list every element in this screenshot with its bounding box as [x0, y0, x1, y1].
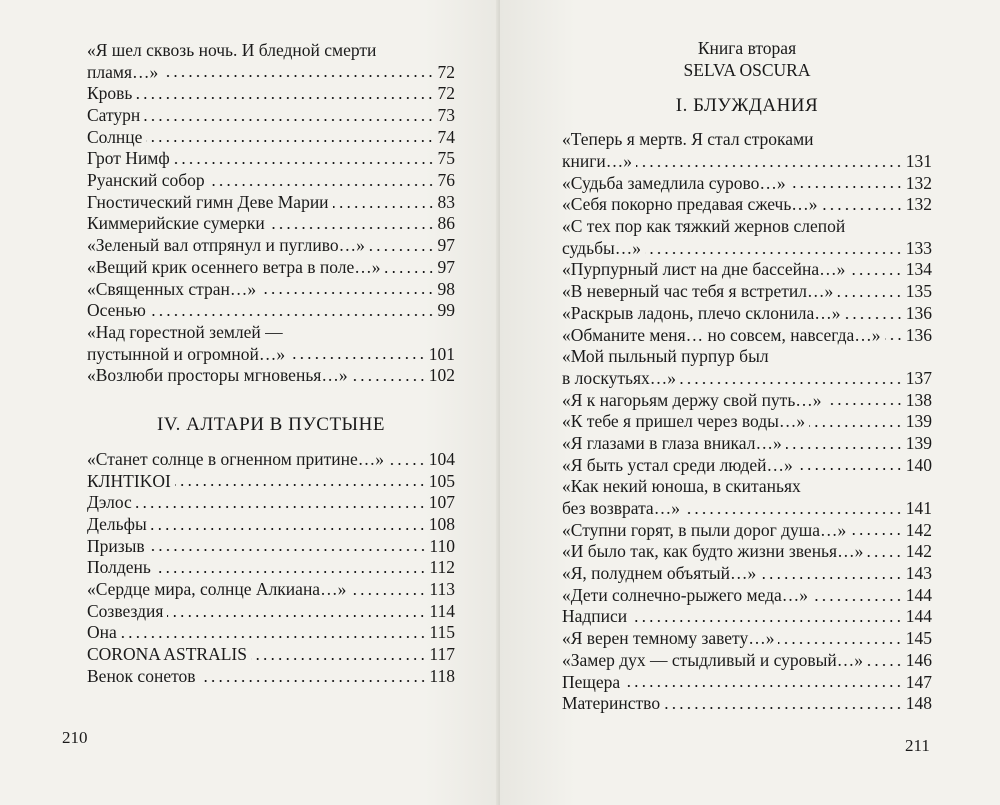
dot-leader	[136, 504, 426, 510]
toc-entry-title: «Теперь я мертв. Я стал строками	[562, 129, 814, 150]
toc-page-number: 132	[905, 194, 932, 215]
toc-entry-line	[562, 281, 932, 303]
toc-page-number: 145	[905, 628, 932, 649]
right-page	[500, 0, 1000, 805]
dot-leader	[146, 138, 434, 144]
toc-entry	[562, 628, 932, 650]
toc-entry-line	[87, 623, 455, 645]
right-toc	[562, 40, 932, 715]
book-title: SELVA OSCURA	[683, 59, 811, 80]
toc-page-number: 133	[905, 237, 932, 258]
toc-page-number: 74	[437, 126, 455, 147]
toc-entry-title: «Мой пыльный пурпур был	[562, 346, 769, 367]
toc-page-number: 101	[428, 343, 455, 364]
toc-entry-title: Полдень	[87, 557, 151, 578]
toc-entry-line	[87, 322, 455, 344]
toc-entry-line	[562, 541, 932, 563]
dot-leader	[200, 678, 427, 684]
toc-entry-line	[87, 279, 455, 301]
toc-entry	[87, 83, 455, 105]
toc-entry-title: «Вещий крик осеннего ветра в поле…»	[87, 256, 381, 277]
toc-entry-title: «Себя покорно предавая сжечь…»	[562, 194, 818, 215]
dot-leader	[645, 250, 903, 256]
toc-page-number: 113	[429, 579, 455, 600]
toc-entry	[87, 449, 455, 471]
toc-entry-line	[562, 607, 932, 629]
toc-entry-title: «Как некий юноша, в скитаньях	[562, 476, 801, 497]
toc-page-number: 135	[905, 281, 932, 302]
toc-page-number: 102	[428, 365, 455, 386]
toc-entry-title: «Священных стран…»	[87, 278, 257, 299]
dot-leader	[631, 618, 903, 624]
toc-entry-line	[87, 449, 455, 471]
toc-entry-title: Надписи	[562, 606, 628, 627]
toc-entry	[87, 492, 455, 514]
toc-entry-title: «Я, полуднем объятый…»	[562, 563, 757, 584]
toc-entry-line	[87, 579, 455, 601]
dot-leader	[385, 269, 435, 275]
toc-entry-title: «Станет солнце в огненном притине…»	[87, 448, 385, 469]
toc-entry-title: в лоскутьях…»	[562, 367, 677, 388]
toc-entry	[562, 173, 932, 195]
toc-entry-title: «Обманите меня… но совсем, навсегда…»	[562, 324, 881, 345]
toc-entry-title: судьбы…»	[562, 237, 641, 258]
toc-entry	[562, 216, 932, 259]
dot-leader	[175, 482, 426, 488]
dot-leader	[885, 336, 903, 342]
toc-page-number: 144	[905, 606, 932, 627]
toc-entry-title: Пещера	[562, 671, 621, 692]
toc-page-number: 72	[437, 61, 455, 82]
toc-entry	[87, 40, 455, 83]
dot-leader	[636, 163, 903, 169]
toc-entry-line	[87, 644, 455, 666]
toc-page-number: 97	[437, 256, 455, 277]
toc-entry-title: «Я к нагорьям держу свой путь…»	[562, 389, 822, 410]
toc-entry-line	[87, 192, 455, 214]
toc-page-number: 136	[905, 302, 932, 323]
toc-entry	[87, 322, 455, 365]
toc-entry	[87, 148, 455, 170]
right-toc-entries	[562, 129, 932, 715]
toc-page-number: 97	[437, 235, 455, 256]
toc-entry-line	[562, 476, 932, 498]
page-number-left: 210	[62, 728, 88, 747]
toc-entry-title: Созвездия	[87, 600, 164, 621]
toc-entry-line	[562, 650, 932, 672]
toc-entry-line	[562, 194, 932, 216]
toc-page-number: 139	[905, 411, 932, 432]
toc-entry-line	[87, 492, 455, 514]
dot-leader	[350, 591, 426, 597]
left-toc	[87, 40, 455, 688]
toc-entry	[562, 346, 932, 389]
dot-leader	[388, 461, 426, 467]
dot-leader	[867, 553, 902, 559]
toc-page-number: 107	[428, 492, 455, 513]
toc-entry-line	[87, 365, 455, 387]
dot-leader	[790, 184, 903, 190]
toc-entry	[87, 514, 455, 536]
dot-leader	[333, 204, 435, 210]
toc-entry	[87, 471, 455, 493]
dot-leader	[289, 355, 426, 361]
toc-entry	[87, 601, 455, 623]
toc-entry-line	[87, 257, 455, 279]
toc-entry-line	[87, 105, 455, 127]
toc-entry	[87, 666, 455, 688]
dot-leader	[144, 117, 434, 123]
toc-entry-title: Осенью	[87, 300, 146, 321]
toc-page-number: 112	[429, 557, 455, 578]
toc-entry-line	[87, 666, 455, 688]
toc-entry	[87, 365, 455, 387]
toc-entry-title: «Я шел сквозь ночь. И бледной смерти	[87, 39, 377, 60]
dot-leader	[121, 634, 427, 640]
toc-entry	[87, 300, 455, 322]
dot-leader	[260, 290, 434, 296]
book-label: Книга вторая	[697, 38, 797, 58]
dot-leader	[850, 531, 902, 537]
toc-page-number: 72	[437, 83, 455, 104]
toc-page-number: 110	[429, 535, 455, 556]
toc-entry-title: Материнство	[562, 693, 661, 714]
toc-entry-title: КЛНТIKOI	[87, 470, 171, 491]
toc-entry-line	[562, 672, 932, 694]
toc-entry	[562, 260, 932, 282]
toc-page-number: 144	[905, 584, 932, 605]
toc-entry-line	[87, 214, 455, 236]
dot-leader	[162, 73, 434, 79]
toc-page-number: 75	[437, 148, 455, 169]
toc-entry-line	[87, 536, 455, 558]
toc-entry-title: Она	[87, 622, 117, 643]
toc-entry	[562, 281, 932, 303]
toc-entry-line	[562, 455, 932, 477]
toc-entry-line	[562, 238, 932, 260]
toc-entry-line	[562, 498, 932, 520]
dot-leader	[155, 569, 426, 575]
toc-entry-line	[87, 557, 455, 579]
toc-entry-title: Сатурн	[87, 105, 141, 126]
toc-entry	[562, 650, 932, 672]
toc-entry	[562, 390, 932, 412]
dot-leader	[778, 640, 902, 646]
toc-entry-line	[562, 628, 932, 650]
toc-entry	[87, 192, 455, 214]
toc-page-number: 76	[437, 170, 455, 191]
page-number-right: 211	[905, 736, 930, 755]
dot-leader	[136, 95, 434, 101]
toc-page-number: 105	[428, 470, 455, 491]
toc-entry-line	[87, 40, 455, 62]
toc-entry	[562, 520, 932, 542]
toc-page-number: 98	[437, 278, 455, 299]
toc-entry-title: «Я верен темному завету…»	[562, 628, 775, 649]
toc-entry-line	[562, 368, 932, 390]
toc-entry	[562, 455, 932, 477]
toc-page-number: 99	[437, 300, 455, 321]
toc-entry-line	[562, 303, 932, 325]
toc-page-number: 143	[905, 563, 932, 584]
toc-entry	[562, 693, 932, 715]
toc-page-number: 137	[905, 367, 932, 388]
toc-entry-title: Призыв	[87, 535, 145, 556]
toc-entry	[87, 279, 455, 301]
toc-entry-line	[87, 127, 455, 149]
dot-leader	[251, 656, 426, 662]
toc-entry	[562, 672, 932, 694]
dot-leader	[822, 206, 903, 212]
toc-entry-line	[562, 260, 932, 282]
toc-entry-title: «Пурпурный лист на дне бассейна…»	[562, 259, 846, 280]
toc-page-number: 115	[429, 622, 455, 643]
toc-page-number: 138	[905, 389, 932, 410]
toc-entry	[87, 170, 455, 192]
dot-leader	[845, 315, 903, 321]
dot-leader	[812, 597, 903, 603]
dot-leader	[684, 510, 903, 516]
toc-entry	[562, 541, 932, 563]
toc-entry-line	[562, 390, 932, 412]
toc-entry-line	[562, 520, 932, 542]
toc-entry-title: «К тебе я пришел через воды…»	[562, 411, 806, 432]
toc-entry-title: Гностический гимн Деве Марии	[87, 191, 329, 212]
toc-entry-title: пламя…»	[87, 61, 159, 82]
toc-page-number: 141	[905, 498, 932, 519]
toc-page-number: 118	[429, 665, 455, 686]
toc-entry-title: «Дети солнечно-рыжего меда…»	[562, 584, 809, 605]
toc-entry-title: Дэлос	[87, 492, 132, 513]
dot-leader	[760, 575, 902, 581]
toc-entry-title: «Возлюби просторы мгновенья…»	[87, 365, 348, 386]
right-section-title: I. БЛУЖДАНИЯ	[675, 95, 819, 117]
dot-leader	[786, 445, 903, 451]
toc-entry-line	[562, 346, 932, 368]
dot-leader	[174, 160, 435, 166]
dot-leader	[149, 547, 427, 553]
toc-entry	[562, 607, 932, 629]
toc-entry-title: «Замер дух — стыдливый и суровый…»	[562, 649, 864, 670]
toc-entry	[562, 303, 932, 325]
toc-page-number: 139	[905, 432, 932, 453]
toc-entry-title: Дельфы	[87, 514, 147, 535]
left-toc-entries-bottom	[87, 449, 455, 688]
toc-entry-title: пустынной и огромной…»	[87, 343, 286, 364]
toc-entry-title: «Я глазами в глаза вникал…»	[562, 432, 782, 453]
toc-page-number: 142	[905, 541, 932, 562]
toc-page-number: 134	[905, 259, 932, 280]
toc-entry-line	[87, 62, 455, 84]
dot-leader	[826, 401, 903, 407]
toc-page-number: 104	[428, 448, 455, 469]
toc-entry-line	[562, 693, 932, 715]
toc-entry-title: «Ступни горят, в пыли дорог душа…»	[562, 519, 847, 540]
toc-page-number: 117	[429, 644, 455, 665]
toc-page-number: 108	[428, 514, 455, 535]
toc-entry	[562, 585, 932, 607]
toc-page-number: 140	[905, 454, 932, 475]
toc-entry-title: Венок сонетов	[87, 665, 196, 686]
dot-leader	[849, 271, 902, 277]
toc-entry-line	[87, 148, 455, 170]
toc-entry-title: «Судьба замедлила сурово…»	[562, 172, 786, 193]
toc-entry-title: «Над горестной землей —	[87, 321, 283, 342]
toc-entry-line	[562, 151, 932, 173]
toc-entry	[87, 105, 455, 127]
toc-entry-title: «И было так, как будто жизни звенья…»	[562, 541, 864, 562]
toc-page-number: 146	[905, 649, 932, 670]
toc-entry-title: Киммерийские сумерки	[87, 213, 265, 234]
dot-leader	[624, 683, 903, 689]
toc-entry-line	[87, 601, 455, 623]
toc-entry	[87, 644, 455, 666]
toc-entry	[562, 325, 932, 347]
toc-entry-title: «Зеленый вал отпрянул и пугливо…»	[87, 235, 365, 256]
toc-entry-title: без возврата…»	[562, 498, 680, 519]
toc-page-number: 86	[437, 213, 455, 234]
toc-entry	[562, 476, 932, 519]
toc-page-number: 148	[905, 693, 932, 714]
toc-entry-line	[562, 325, 932, 347]
toc-entry-line	[562, 433, 932, 455]
dot-leader	[209, 182, 435, 188]
toc-entry-line	[562, 173, 932, 195]
toc-entry-title: «С тех пор как тяжкий жернов слепой	[562, 216, 846, 237]
toc-entry	[87, 579, 455, 601]
toc-entry-line	[87, 344, 455, 366]
toc-page-number: 136	[905, 324, 932, 345]
toc-entry	[562, 129, 932, 172]
toc-entry-line	[562, 585, 932, 607]
toc-entry	[562, 194, 932, 216]
dot-leader	[150, 312, 435, 318]
dot-leader	[809, 423, 903, 429]
dot-leader	[151, 526, 426, 532]
dot-leader	[269, 225, 435, 231]
toc-entry-title: «В неверный час тебя я встретил…»	[562, 281, 834, 302]
left-toc-entries-top	[87, 40, 455, 387]
toc-entry	[87, 257, 455, 279]
toc-entry-title: «Сердце мира, солнце Алкиана…»	[87, 579, 347, 600]
dot-leader	[664, 705, 903, 711]
toc-entry-title: CORONA ASTRALIS	[87, 644, 247, 665]
toc-entry	[562, 411, 932, 433]
toc-entry	[87, 623, 455, 645]
toc-page-number: 147	[905, 671, 932, 692]
toc-entry-line	[562, 216, 932, 238]
toc-entry-line	[87, 300, 455, 322]
toc-entry	[562, 563, 932, 585]
dot-leader	[167, 613, 426, 619]
toc-entry-title: Руанский собор	[87, 170, 205, 191]
toc-entry-line	[562, 129, 932, 151]
toc-entry-line	[87, 235, 455, 257]
toc-page-number: 131	[905, 151, 932, 172]
toc-page-number: 132	[905, 172, 932, 193]
toc-entry-title: «Я быть устал среди людей…»	[562, 454, 793, 475]
toc-entry	[87, 214, 455, 236]
toc-entry-title: «Раскрыв ладонь, плечо склонила…»	[562, 302, 841, 323]
dot-leader	[369, 247, 435, 253]
dot-leader	[797, 466, 903, 472]
toc-page-number: 142	[905, 519, 932, 540]
book-heading	[562, 38, 932, 81]
toc-page-number: 73	[437, 105, 455, 126]
dot-leader	[867, 662, 903, 668]
toc-entry-title: Кровь	[87, 83, 133, 104]
dot-leader	[837, 293, 903, 299]
toc-entry	[87, 127, 455, 149]
toc-entry-title: Грот Нимф	[87, 148, 170, 169]
dot-leader	[352, 377, 426, 383]
left-section-title: IV. АЛТАРИ В ПУСТЫНЕ	[157, 414, 385, 435]
toc-entry-line	[87, 471, 455, 493]
dot-leader	[680, 380, 903, 386]
toc-entry-line	[87, 170, 455, 192]
toc-entry-line	[87, 83, 455, 105]
toc-entry-line	[562, 563, 932, 585]
toc-entry-line	[562, 411, 932, 433]
toc-entry	[87, 557, 455, 579]
toc-entry	[562, 433, 932, 455]
toc-entry	[87, 536, 455, 558]
toc-entry	[87, 235, 455, 257]
toc-page-number: 114	[429, 600, 455, 621]
toc-entry-title: книги…»	[562, 151, 633, 172]
toc-entry-title: Солнце	[87, 126, 143, 147]
toc-entry-line	[87, 514, 455, 536]
toc-page-number: 83	[437, 191, 455, 212]
